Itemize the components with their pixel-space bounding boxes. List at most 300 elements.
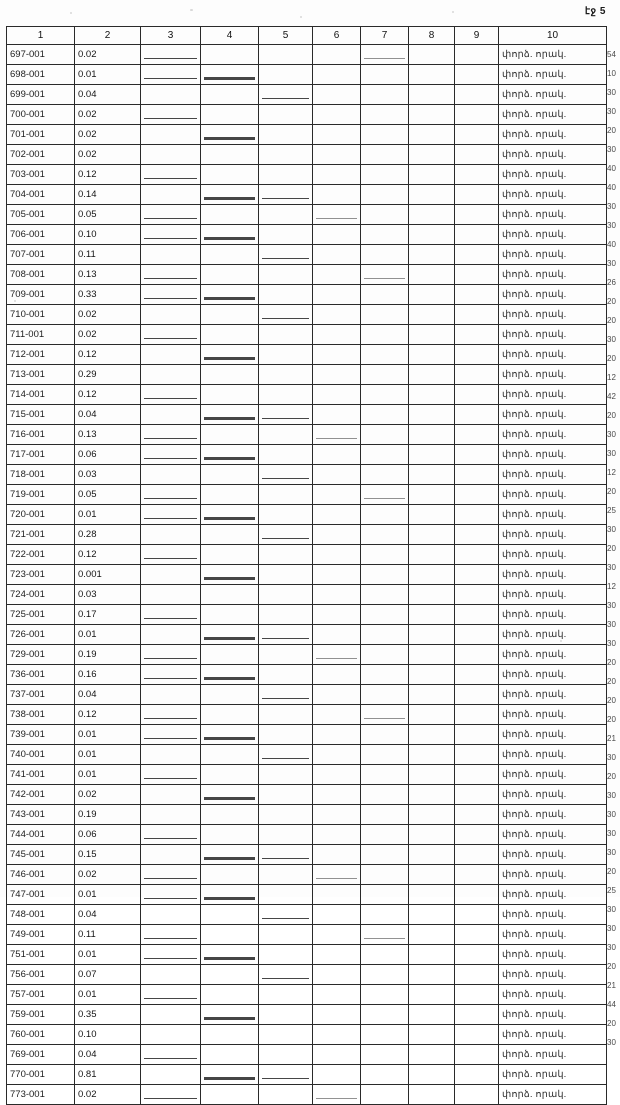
table-header-row — [7, 27, 607, 45]
table-row — [7, 905, 607, 925]
cell-empty — [361, 965, 409, 985]
cell-empty — [361, 1025, 409, 1045]
cell-empty — [141, 125, 201, 145]
cell-empty — [141, 365, 201, 385]
cell-empty — [201, 1085, 259, 1105]
cell-measured-value: 0.04 — [75, 1045, 141, 1065]
margin-value: 42 — [607, 392, 616, 401]
cell-empty — [259, 305, 313, 325]
cell-empty — [361, 905, 409, 925]
cell-empty — [259, 1085, 313, 1105]
cell-empty — [409, 625, 455, 645]
cell-empty — [201, 905, 259, 925]
cell-empty — [361, 985, 409, 1005]
cell-empty — [409, 1005, 455, 1025]
cell-measured-value: 0.12 — [75, 705, 141, 725]
cell-empty — [409, 985, 455, 1005]
table-row — [7, 325, 607, 345]
cell-empty — [259, 465, 313, 485]
margin-annotations — [606, 26, 620, 1052]
cell-empty — [259, 725, 313, 745]
table-row — [7, 165, 607, 185]
cell-empty — [259, 385, 313, 405]
cell-empty — [201, 345, 259, 365]
scan-speckle — [452, 11, 454, 13]
cell-empty — [141, 165, 201, 185]
cell-empty — [259, 245, 313, 265]
cell-note: փորձ. որակ. — [499, 805, 607, 825]
cell-measured-value: 0.13 — [75, 425, 141, 445]
cell-sample-code: 757-001 — [7, 985, 75, 1005]
cell-empty — [201, 225, 259, 245]
scan-smear — [204, 957, 255, 959]
margin-value: 20 — [607, 867, 616, 876]
scan-smear — [204, 857, 255, 859]
cell-empty — [201, 845, 259, 865]
cell-empty — [409, 85, 455, 105]
table-row — [7, 405, 607, 425]
cell-empty — [201, 1025, 259, 1045]
cell-empty — [361, 45, 409, 65]
cell-empty — [201, 705, 259, 725]
cell-measured-value: 0.12 — [75, 345, 141, 365]
table-row — [7, 1005, 607, 1025]
scan-smear — [204, 357, 255, 359]
margin-value: 20 — [607, 544, 616, 553]
cell-empty — [361, 765, 409, 785]
cell-empty — [313, 965, 361, 985]
column-header-5: 5 — [259, 27, 313, 45]
cell-empty — [455, 325, 499, 345]
scan-smear — [364, 498, 405, 499]
cell-empty — [201, 445, 259, 465]
cell-empty — [141, 305, 201, 325]
table-row — [7, 105, 607, 125]
table-row — [7, 1025, 607, 1045]
cell-empty — [201, 1045, 259, 1065]
data-table-container — [6, 26, 606, 1105]
margin-value: 30 — [607, 924, 616, 933]
table-row — [7, 965, 607, 985]
margin-value: 30 — [607, 259, 616, 268]
cell-empty — [313, 1045, 361, 1065]
cell-empty — [141, 565, 201, 585]
cell-empty — [141, 1025, 201, 1045]
cell-note: փորձ. որակ. — [499, 165, 607, 185]
cell-empty — [361, 1065, 409, 1085]
table-row — [7, 805, 607, 825]
scan-smear — [316, 658, 357, 659]
scan-smear — [364, 278, 405, 279]
cell-empty — [409, 345, 455, 365]
cell-empty — [259, 645, 313, 665]
scan-smear — [144, 558, 197, 560]
cell-empty — [259, 65, 313, 85]
cell-empty — [141, 105, 201, 125]
cell-empty — [409, 1025, 455, 1045]
cell-sample-code: 770-001 — [7, 1065, 75, 1085]
table-row — [7, 845, 607, 865]
cell-empty — [141, 685, 201, 705]
margin-value: 30 — [607, 88, 616, 97]
cell-sample-code: 713-001 — [7, 365, 75, 385]
cell-measured-value: 0.13 — [75, 265, 141, 285]
cell-measured-value: 0.04 — [75, 905, 141, 925]
cell-empty — [313, 345, 361, 365]
margin-value: 40 — [607, 240, 616, 249]
margin-value: 20 — [607, 297, 616, 306]
cell-empty — [361, 325, 409, 345]
cell-sample-code: 715-001 — [7, 405, 75, 425]
table-body — [7, 45, 607, 1105]
margin-value: 30 — [607, 563, 616, 572]
cell-empty — [455, 165, 499, 185]
cell-empty — [455, 845, 499, 865]
cell-note: փորձ. որակ. — [499, 965, 607, 985]
cell-empty — [313, 285, 361, 305]
cell-empty — [201, 885, 259, 905]
cell-empty — [259, 685, 313, 705]
cell-empty — [455, 145, 499, 165]
cell-empty — [361, 405, 409, 425]
cell-empty — [259, 225, 313, 245]
cell-empty — [313, 765, 361, 785]
margin-value: 30 — [607, 829, 616, 838]
cell-empty — [455, 905, 499, 925]
cell-empty — [313, 225, 361, 245]
cell-note: փորձ. որակ. — [499, 385, 607, 405]
cell-empty — [201, 685, 259, 705]
column-header-9: 9 — [455, 27, 499, 45]
cell-empty — [409, 45, 455, 65]
cell-empty — [259, 945, 313, 965]
cell-empty — [361, 505, 409, 525]
margin-value: 10 — [607, 69, 616, 78]
cell-empty — [313, 565, 361, 585]
cell-empty — [313, 265, 361, 285]
cell-empty — [141, 945, 201, 965]
cell-empty — [409, 785, 455, 805]
cell-empty — [455, 745, 499, 765]
cell-empty — [409, 465, 455, 485]
cell-empty — [141, 885, 201, 905]
scan-smear — [204, 197, 255, 199]
margin-value: 30 — [607, 601, 616, 610]
cell-empty — [201, 45, 259, 65]
table-row — [7, 745, 607, 765]
table-row — [7, 125, 607, 145]
cell-empty — [361, 65, 409, 85]
cell-measured-value: 0.02 — [75, 1085, 141, 1105]
cell-empty — [201, 785, 259, 805]
cell-empty — [259, 525, 313, 545]
cell-empty — [455, 885, 499, 905]
cell-sample-code: 740-001 — [7, 745, 75, 765]
cell-measured-value: 0.02 — [75, 145, 141, 165]
cell-empty — [141, 805, 201, 825]
scan-smear — [204, 1017, 255, 1019]
cell-empty — [259, 565, 313, 585]
cell-empty — [409, 165, 455, 185]
margin-value: 20 — [607, 715, 616, 724]
table-row — [7, 945, 607, 965]
cell-empty — [201, 525, 259, 545]
cell-empty — [361, 885, 409, 905]
cell-measured-value: 0.02 — [75, 125, 141, 145]
cell-sample-code: 743-001 — [7, 805, 75, 825]
table-row — [7, 865, 607, 885]
cell-measured-value: 0.10 — [75, 1025, 141, 1045]
cell-empty — [313, 205, 361, 225]
cell-empty — [455, 625, 499, 645]
cell-note: փորձ. որակ. — [499, 785, 607, 805]
cell-empty — [259, 425, 313, 445]
cell-empty — [141, 245, 201, 265]
scan-smear — [144, 878, 197, 880]
column-header-2: 2 — [75, 27, 141, 45]
margin-value: 20 — [607, 772, 616, 781]
cell-note: փորձ. որակ. — [499, 465, 607, 485]
cell-sample-code: 718-001 — [7, 465, 75, 485]
cell-note: փորձ. որակ. — [499, 685, 607, 705]
cell-empty — [259, 265, 313, 285]
cell-empty — [141, 785, 201, 805]
cell-empty — [313, 665, 361, 685]
cell-sample-code: 742-001 — [7, 785, 75, 805]
cell-empty — [259, 865, 313, 885]
cell-empty — [313, 525, 361, 545]
cell-empty — [141, 225, 201, 245]
cell-empty — [141, 1065, 201, 1085]
cell-empty — [455, 645, 499, 665]
scan-smear — [144, 58, 197, 60]
cell-empty — [201, 565, 259, 585]
cell-empty — [201, 265, 259, 285]
cell-empty — [361, 685, 409, 705]
scan-smear — [144, 678, 197, 680]
cell-empty — [201, 625, 259, 645]
cell-note: փորձ. որակ. — [499, 765, 607, 785]
scan-smear — [144, 778, 197, 780]
cell-empty — [201, 205, 259, 225]
cell-empty — [141, 65, 201, 85]
cell-sample-code: 720-001 — [7, 505, 75, 525]
cell-empty — [455, 865, 499, 885]
table-row — [7, 725, 607, 745]
table-row — [7, 185, 607, 205]
cell-measured-value: 0.01 — [75, 765, 141, 785]
cell-note: փորձ. որակ. — [499, 1045, 607, 1065]
cell-empty — [313, 65, 361, 85]
cell-empty — [455, 385, 499, 405]
cell-note: փորձ. որակ. — [499, 285, 607, 305]
cell-empty — [141, 385, 201, 405]
table-row — [7, 65, 607, 85]
cell-empty — [409, 305, 455, 325]
cell-empty — [313, 985, 361, 1005]
cell-empty — [201, 725, 259, 745]
margin-value: 20 — [607, 354, 616, 363]
cell-sample-code: 705-001 — [7, 205, 75, 225]
cell-note: փորձ. որակ. — [499, 405, 607, 425]
cell-empty — [313, 1085, 361, 1105]
cell-empty — [455, 105, 499, 125]
cell-sample-code: 737-001 — [7, 685, 75, 705]
cell-empty — [313, 625, 361, 645]
cell-empty — [455, 205, 499, 225]
cell-sample-code: 710-001 — [7, 305, 75, 325]
margin-value: 21 — [607, 734, 616, 743]
scan-smear — [364, 718, 405, 719]
cell-empty — [259, 885, 313, 905]
margin-value: 25 — [607, 886, 616, 895]
cell-empty — [455, 725, 499, 745]
cell-empty — [361, 1045, 409, 1065]
cell-empty — [201, 925, 259, 945]
cell-empty — [201, 765, 259, 785]
cell-measured-value: 0.14 — [75, 185, 141, 205]
cell-empty — [361, 665, 409, 685]
cell-empty — [409, 405, 455, 425]
cell-empty — [259, 1025, 313, 1045]
cell-note: փորձ. որակ. — [499, 985, 607, 1005]
table-row — [7, 825, 607, 845]
cell-empty — [409, 105, 455, 125]
cell-measured-value: 0.12 — [75, 165, 141, 185]
cell-empty — [455, 265, 499, 285]
cell-empty — [201, 865, 259, 885]
cell-empty — [141, 525, 201, 545]
cell-empty — [313, 745, 361, 765]
cell-empty — [409, 905, 455, 925]
cell-empty — [455, 765, 499, 785]
cell-measured-value: 0.04 — [75, 85, 141, 105]
scan-smear — [364, 58, 405, 59]
cell-sample-code: 709-001 — [7, 285, 75, 305]
scan-smear — [144, 938, 197, 940]
table-row — [7, 925, 607, 945]
cell-empty — [409, 65, 455, 85]
scan-smear — [262, 318, 309, 320]
cell-empty — [409, 385, 455, 405]
scan-smear — [262, 978, 309, 980]
cell-empty — [409, 125, 455, 145]
cell-empty — [361, 425, 409, 445]
cell-empty — [455, 585, 499, 605]
scan-smear — [262, 918, 309, 920]
cell-empty — [361, 925, 409, 945]
cell-empty — [141, 345, 201, 365]
margin-value: 20 — [607, 677, 616, 686]
cell-empty — [455, 445, 499, 465]
cell-note: փորձ. որակ. — [499, 1025, 607, 1045]
cell-empty — [201, 245, 259, 265]
cell-empty — [455, 985, 499, 1005]
cell-empty — [201, 545, 259, 565]
page-label: էջ 5 — [584, 6, 606, 17]
cell-empty — [361, 285, 409, 305]
cell-empty — [141, 205, 201, 225]
cell-empty — [455, 185, 499, 205]
cell-sample-code: 729-001 — [7, 645, 75, 665]
cell-empty — [313, 865, 361, 885]
scan-smear — [144, 398, 197, 400]
table-row — [7, 645, 607, 665]
cell-empty — [361, 345, 409, 365]
cell-empty — [141, 985, 201, 1005]
scan-smear — [316, 218, 357, 219]
margin-value: 20 — [607, 962, 616, 971]
cell-empty — [141, 965, 201, 985]
cell-empty — [259, 925, 313, 945]
scan-smear — [204, 677, 255, 679]
margin-value: 20 — [607, 411, 616, 420]
cell-measured-value: 0.10 — [75, 225, 141, 245]
cell-empty — [455, 1005, 499, 1025]
cell-empty — [259, 165, 313, 185]
cell-sample-code: 714-001 — [7, 385, 75, 405]
cell-sample-code: 719-001 — [7, 485, 75, 505]
cell-empty — [259, 145, 313, 165]
cell-note: փորձ. որակ. — [499, 425, 607, 445]
cell-empty — [455, 545, 499, 565]
scan-smear — [262, 538, 309, 540]
cell-note: փորձ. որակ. — [499, 725, 607, 745]
cell-empty — [313, 185, 361, 205]
cell-empty — [201, 805, 259, 825]
column-header-1: 1 — [7, 27, 75, 45]
cell-empty — [313, 1005, 361, 1025]
cell-empty — [361, 165, 409, 185]
cell-empty — [361, 445, 409, 465]
scan-smear — [144, 898, 197, 900]
cell-empty — [259, 905, 313, 925]
table-row — [7, 625, 607, 645]
cell-empty — [409, 845, 455, 865]
cell-empty — [409, 865, 455, 885]
cell-sample-code: 736-001 — [7, 665, 75, 685]
cell-sample-code: 756-001 — [7, 965, 75, 985]
cell-empty — [313, 825, 361, 845]
cell-note: փորձ. որակ. — [499, 865, 607, 885]
measurements-table — [6, 26, 607, 1105]
cell-empty — [259, 505, 313, 525]
cell-empty — [201, 185, 259, 205]
cell-empty — [141, 405, 201, 425]
cell-sample-code: 712-001 — [7, 345, 75, 365]
cell-sample-code: 702-001 — [7, 145, 75, 165]
cell-measured-value: 0.02 — [75, 325, 141, 345]
cell-empty — [141, 925, 201, 945]
column-header-6: 6 — [313, 27, 361, 45]
cell-note: փորձ. որակ. — [499, 1005, 607, 1025]
scan-smear — [144, 1098, 197, 1100]
cell-sample-code: 717-001 — [7, 445, 75, 465]
cell-sample-code: 703-001 — [7, 165, 75, 185]
cell-empty — [259, 745, 313, 765]
margin-value: 20 — [607, 1019, 616, 1028]
table-row — [7, 45, 607, 65]
table-row — [7, 245, 607, 265]
margin-value: 21 — [607, 981, 616, 990]
cell-empty — [201, 665, 259, 685]
cell-empty — [455, 1085, 499, 1105]
scan-smear — [262, 198, 309, 200]
cell-empty — [409, 225, 455, 245]
cell-empty — [361, 385, 409, 405]
cell-note: փորձ. որակ. — [499, 305, 607, 325]
cell-measured-value: 0.19 — [75, 645, 141, 665]
